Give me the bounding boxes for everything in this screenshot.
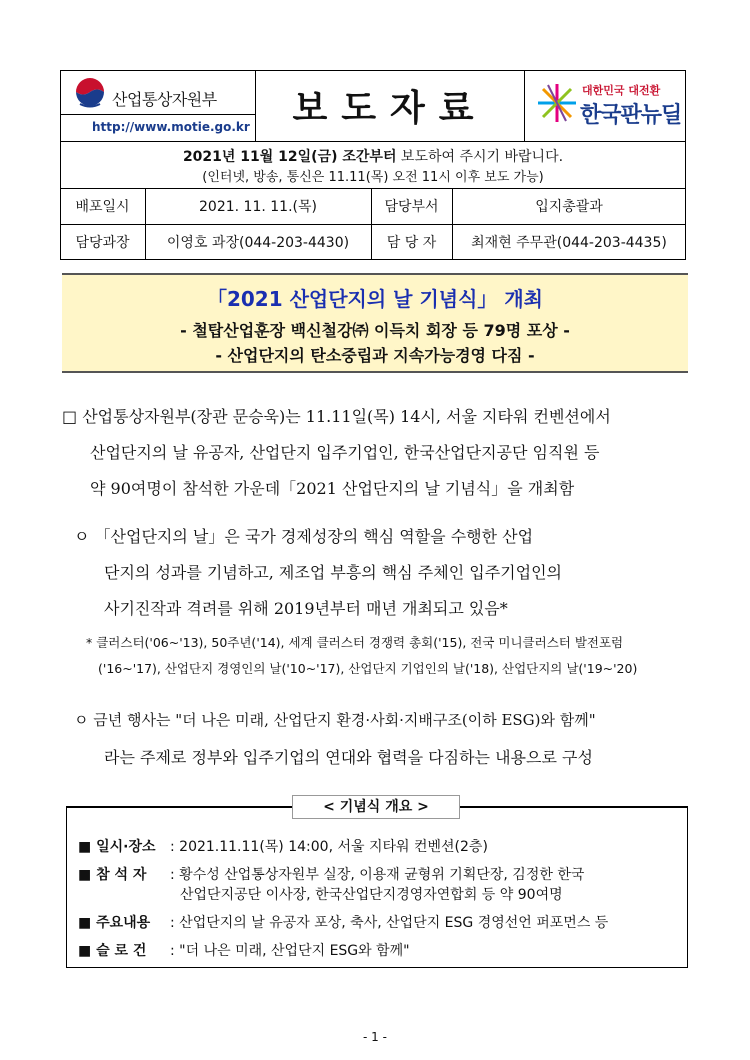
paragraph-line: □ 산업통상자원부(장관 문승욱)는 11.11일(목) 14시, 서울 지타워 컨벤션에서 bbox=[62, 407, 611, 426]
footnote-line: * 클러스터('06~'13), 50주년('14), 세계 클러스터 경쟁력 총회('15), 전국 미니클러스터 발전포럼 bbox=[86, 635, 624, 650]
paragraph-line: ㅇ 금년 행사는 "더 나은 미래, 산업단지 환경·사회·지배구조(이하 ESG)와 함께" bbox=[74, 711, 596, 729]
contact-person-label: 담 당 자 bbox=[386, 235, 437, 251]
embargo-notice bbox=[60, 146, 686, 166]
paragraph-line: ㅇ 「산업단지의 날」은 국가 경제성장의 핵심 역할을 수행한 산업 bbox=[74, 527, 534, 546]
overview-label-datetime: ■ 일시·장소 bbox=[78, 839, 156, 855]
distribution-date-value: 2021. 11. 11.(목) bbox=[199, 199, 317, 215]
embargo-date: 2021년 11월 12일(금) 조간부터 bbox=[182, 149, 397, 165]
overview-value-attendees: : 황수성 산업통상자원부 실장, 이용재 균형위 기획단장, 김정한 한국 bbox=[170, 867, 585, 883]
overview-label-attendees: ■ 참 석 자 bbox=[78, 867, 147, 883]
overview-value-program: : 산업단지의 날 유공자 포상, 축사, 산업단지 ESG 경영선언 퍼포먼스 등 bbox=[170, 915, 609, 931]
header-divider bbox=[524, 70, 525, 141]
manager-label: 담당과장 bbox=[75, 235, 130, 251]
overview-value-datetime: : 2021.11.11(목) 14:00, 서울 지타워 컨벤션(2층) bbox=[170, 839, 488, 855]
paragraph-line: 산업단지의 날 유공자, 산업단지 입주기업인, 한국산업단지공단 임직원 등 bbox=[90, 443, 600, 462]
overview-label-program: ■ 주요내용 bbox=[78, 915, 151, 931]
embargo-online-notice: (인터넷, 방송, 통신은 11.11(목) 오전 11시 이후 보도 가능) bbox=[202, 170, 544, 185]
header-divider bbox=[60, 114, 255, 115]
department-label: 담당부서 bbox=[384, 199, 439, 215]
page-number: - 1 - bbox=[363, 1030, 387, 1044]
overview-label-slogan: ■ 슬 로 건 bbox=[78, 943, 147, 959]
event-overview-heading: < 기념식 개요 > bbox=[292, 795, 460, 819]
headline: 「2021 산업단지의 날 기념식」 개최 bbox=[206, 287, 544, 311]
department-value: 입지총괄과 bbox=[535, 199, 603, 215]
subheadline-2: - 산업단지의 탄소중립과 지속가능경영 다짐 - bbox=[215, 346, 535, 365]
ministry-name: 산업통상자원부 bbox=[112, 90, 217, 109]
ministry-url-link[interactable]: http://www.motie.go.kr bbox=[92, 120, 250, 134]
government-emblem-icon bbox=[72, 78, 108, 110]
distribution-date-label: 배포일시 bbox=[75, 199, 130, 215]
overview-value-attendees-cont: 산업단지공단 이사장, 한국산업단지경영자연합회 등 약 90여명 bbox=[180, 887, 563, 903]
partner-logo-name: 한국판뉴딜 bbox=[580, 103, 682, 128]
contact-person-value: 최재현 주무관(044-203-4435) bbox=[471, 235, 667, 251]
footnote-line: ('16~'17), 산업단지 경영인의 날('10~'17), 산업단지 기업인의 날('18), 산업단지의 날('19~'20) bbox=[98, 661, 638, 676]
paragraph-line: 라는 주제로 정부와 입주기업의 연대와 협력을 다짐하는 내용으로 구성 bbox=[104, 748, 593, 767]
manager-value: 이영호 과장(044-203-4430) bbox=[166, 235, 350, 251]
partner-logo-tagline: 대한민국 대전환 bbox=[582, 84, 661, 97]
embargo-text: 보도하여 주시기 바랍니다. bbox=[396, 149, 564, 165]
new-deal-logo-icon bbox=[536, 82, 578, 124]
paragraph-line: 단지의 성과를 기념하고, 제조업 부흥의 핵심 주체인 입주기업인의 bbox=[104, 563, 563, 582]
paragraph-line: 사기진작과 격려를 위해 2019년부터 매년 개최되고 있음* bbox=[104, 599, 508, 618]
header-divider bbox=[255, 70, 256, 141]
overview-value-slogan: : "더 나은 미래, 산업단지 ESG와 함께" bbox=[170, 943, 410, 959]
paragraph-line: 약 90여명이 참석한 가운데「2021 산업단지의 날 기념식」을 개최함 bbox=[90, 479, 575, 498]
press-release-title: 보도자료 bbox=[292, 88, 488, 129]
subheadline-1: - 철탑산업훈장 백신철강㈜ 이득치 회장 등 79명 포상 - bbox=[180, 321, 570, 340]
